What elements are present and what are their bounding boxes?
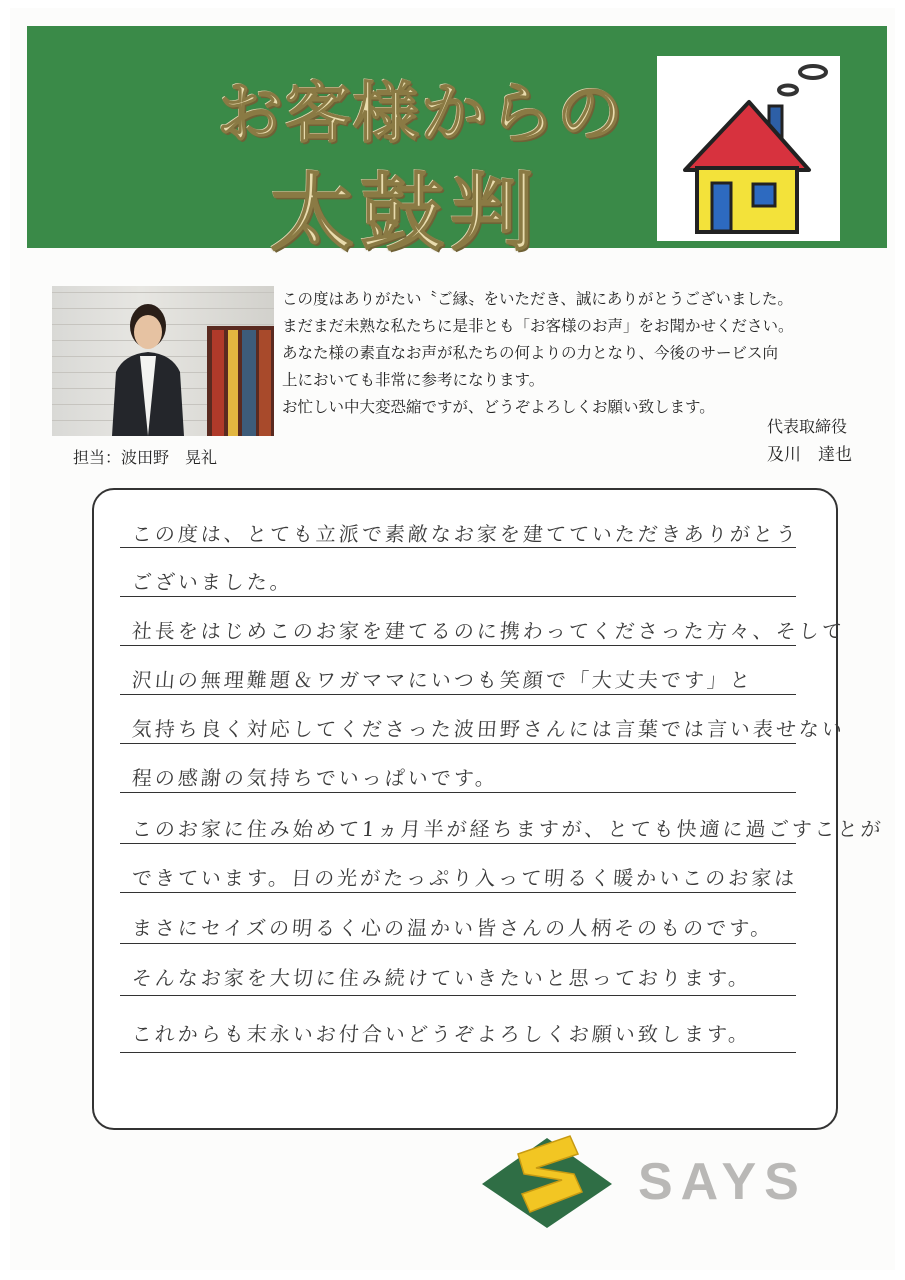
signature-name: 及川 達也 <box>767 445 852 465</box>
header-banner <box>27 26 887 262</box>
letter-line-text: これからも末永いお付合いどうぞよろしくお願い致します。 <box>131 1022 753 1046</box>
greeting-line: お忙しい中大変恐縮ですが、どうぞよろしくお願い致します。 <box>282 398 715 416</box>
ruled-line <box>120 792 796 793</box>
greeting-line: 上においても非常に参考になります。 <box>282 371 545 389</box>
letter-line-text: まさにセイズの明るく心の温かい皆さんの人柄そのものです。 <box>131 916 775 940</box>
letter-line-text: 気持ち良く対応してくださった波田野さんには言葉では言い表せない <box>131 717 846 741</box>
letter-line-text: そんなお家を大切に住み続けていきたいと思っております。 <box>131 966 753 990</box>
letter-line-text: 沢山の無理難題＆ワガママにいつも笑顔で「大丈夫です」と <box>131 668 754 692</box>
banner-title-line1: お客様からの <box>217 75 625 152</box>
greeting-line: あなた様の素直なお声が私たちの何よりの力となり、今後のサービス向 <box>282 344 779 362</box>
ruled-line <box>120 843 796 844</box>
staff-caption: 担当：波田野 晃礼 <box>73 448 218 467</box>
letter-line-text: 社長をはじめこのお家を建てるのに携わってくださった方々、そして <box>131 619 846 643</box>
greeting-message <box>282 286 852 421</box>
ruled-line <box>120 694 796 695</box>
letter-line-text: この度は、とても立派で素敵なお家を建てていただきありがとう <box>131 522 800 546</box>
signature-role: 代表取締役 <box>767 417 848 436</box>
ruled-line <box>120 1052 796 1053</box>
letter-line-text: 程の感謝の気持ちでいっぱいです。 <box>131 766 499 790</box>
letter-line-text: ございました。 <box>131 570 294 594</box>
house-icon <box>657 56 840 241</box>
says-logo-text: SAYS <box>638 1153 807 1211</box>
ruled-line <box>120 596 796 597</box>
staff-photo <box>52 286 274 436</box>
house-icon-panel <box>657 56 840 241</box>
greeting-line: まだまだ未熟な私たちに是非とも「お客様のお声」をお聞かせください。 <box>282 317 794 335</box>
letter-line-text: このお家に住み始めて1ヵ月半が経ちますが、とても快適に過ごすことが <box>131 817 885 841</box>
letter-line-text: できています。日の光がたっぷり入って明るく暖かいこのお家は <box>131 866 799 890</box>
ruled-line <box>120 645 796 646</box>
banner-title-line2: 太鼓判 <box>270 164 541 262</box>
says-logo-mark <box>478 1128 616 1230</box>
ruled-line <box>120 547 796 548</box>
ruled-line <box>120 743 796 744</box>
ruled-line <box>120 995 796 996</box>
ruled-line <box>120 892 796 893</box>
ruled-line <box>120 943 796 944</box>
greeting-line: この度はありがたい〝ご縁〟をいただき、誠にありがとうございました。 <box>282 290 793 308</box>
